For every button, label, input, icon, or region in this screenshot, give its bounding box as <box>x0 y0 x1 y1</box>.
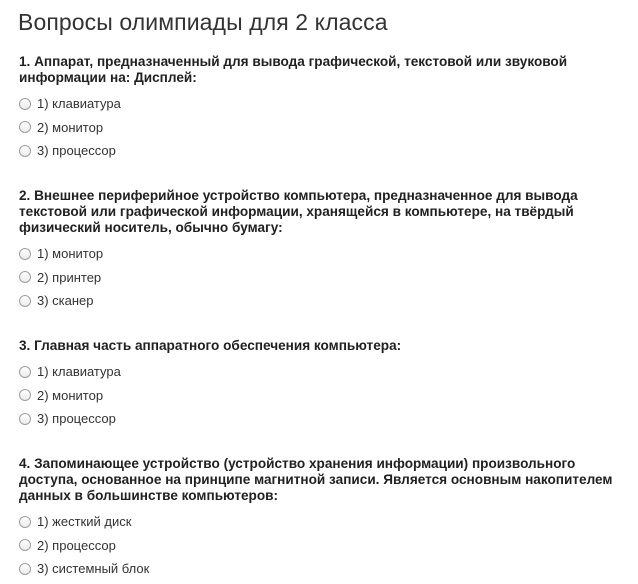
answer-option[interactable] <box>19 384 619 408</box>
page-title: Вопросы олимпиады для 2 класса <box>18 9 388 35</box>
answer-label: 1) клавиатура <box>37 364 121 380</box>
question-text: 3. Главная часть аппаратного обеспечения компьютера: <box>19 338 402 353</box>
answer-label: 1) монитор <box>37 246 104 262</box>
answer-label: 2) монитор <box>37 387 104 403</box>
answer-label: 1) клавиатура <box>37 96 121 112</box>
answer-label: 3) сканер <box>37 293 94 309</box>
radio-button[interactable] <box>19 98 31 110</box>
answer-label: 1) жесткий диск <box>37 514 132 530</box>
radio-button[interactable] <box>19 389 31 401</box>
answer-option[interactable] <box>19 116 619 140</box>
radio-button[interactable] <box>19 271 31 283</box>
radio-button[interactable] <box>19 413 31 425</box>
answer-label: 3) процессор <box>37 411 116 427</box>
answer-options <box>19 242 619 313</box>
answer-label: 2) процессор <box>37 537 116 553</box>
answer-options <box>19 360 619 431</box>
question-text: 4. Запоминающее устройство (устройство хранения информации) произвольного доступа, основанное на принципе магнитной записи. Является основным накопителем данных в большинстве компьютеров: <box>19 456 613 503</box>
question-4 <box>19 456 629 581</box>
answer-option[interactable] <box>19 266 619 290</box>
answer-option[interactable] <box>19 242 619 266</box>
radio-button[interactable] <box>19 145 31 157</box>
answer-option[interactable] <box>19 407 619 431</box>
radio-button[interactable] <box>19 248 31 260</box>
answer-label: 2) монитор <box>37 119 104 135</box>
answer-option[interactable] <box>19 534 629 558</box>
radio-button[interactable] <box>19 121 31 133</box>
question-text: 2. Внешнее периферийное устройство компьютера, предназначенное для вывода текстовой или графической информации, хранящейся в компьютере, на твёрдый физический носитель, обычно бумагу: <box>19 188 578 235</box>
answer-option[interactable] <box>19 360 619 384</box>
radio-button[interactable] <box>19 563 31 575</box>
answer-option[interactable] <box>19 92 619 116</box>
answer-options <box>19 510 629 581</box>
answer-option[interactable] <box>19 289 619 313</box>
answer-option[interactable] <box>19 557 629 581</box>
answer-label: 3) системный блок <box>37 561 150 577</box>
radio-button[interactable] <box>19 539 31 551</box>
radio-button[interactable] <box>19 516 31 528</box>
question-1 <box>19 54 619 163</box>
question-text: 1. Аппарат, предназначенный для вывода графической, текстовой или звуковой информации на: Дисплей: <box>19 54 568 85</box>
answer-option[interactable] <box>19 510 629 534</box>
answer-option[interactable] <box>19 139 619 163</box>
question-3 <box>19 338 619 431</box>
question-2 <box>19 188 619 313</box>
radio-button[interactable] <box>19 366 31 378</box>
radio-button[interactable] <box>19 295 31 307</box>
answer-label: 2) принтер <box>37 269 102 285</box>
answer-label: 3) процессор <box>37 143 116 159</box>
answer-options <box>19 92 619 163</box>
